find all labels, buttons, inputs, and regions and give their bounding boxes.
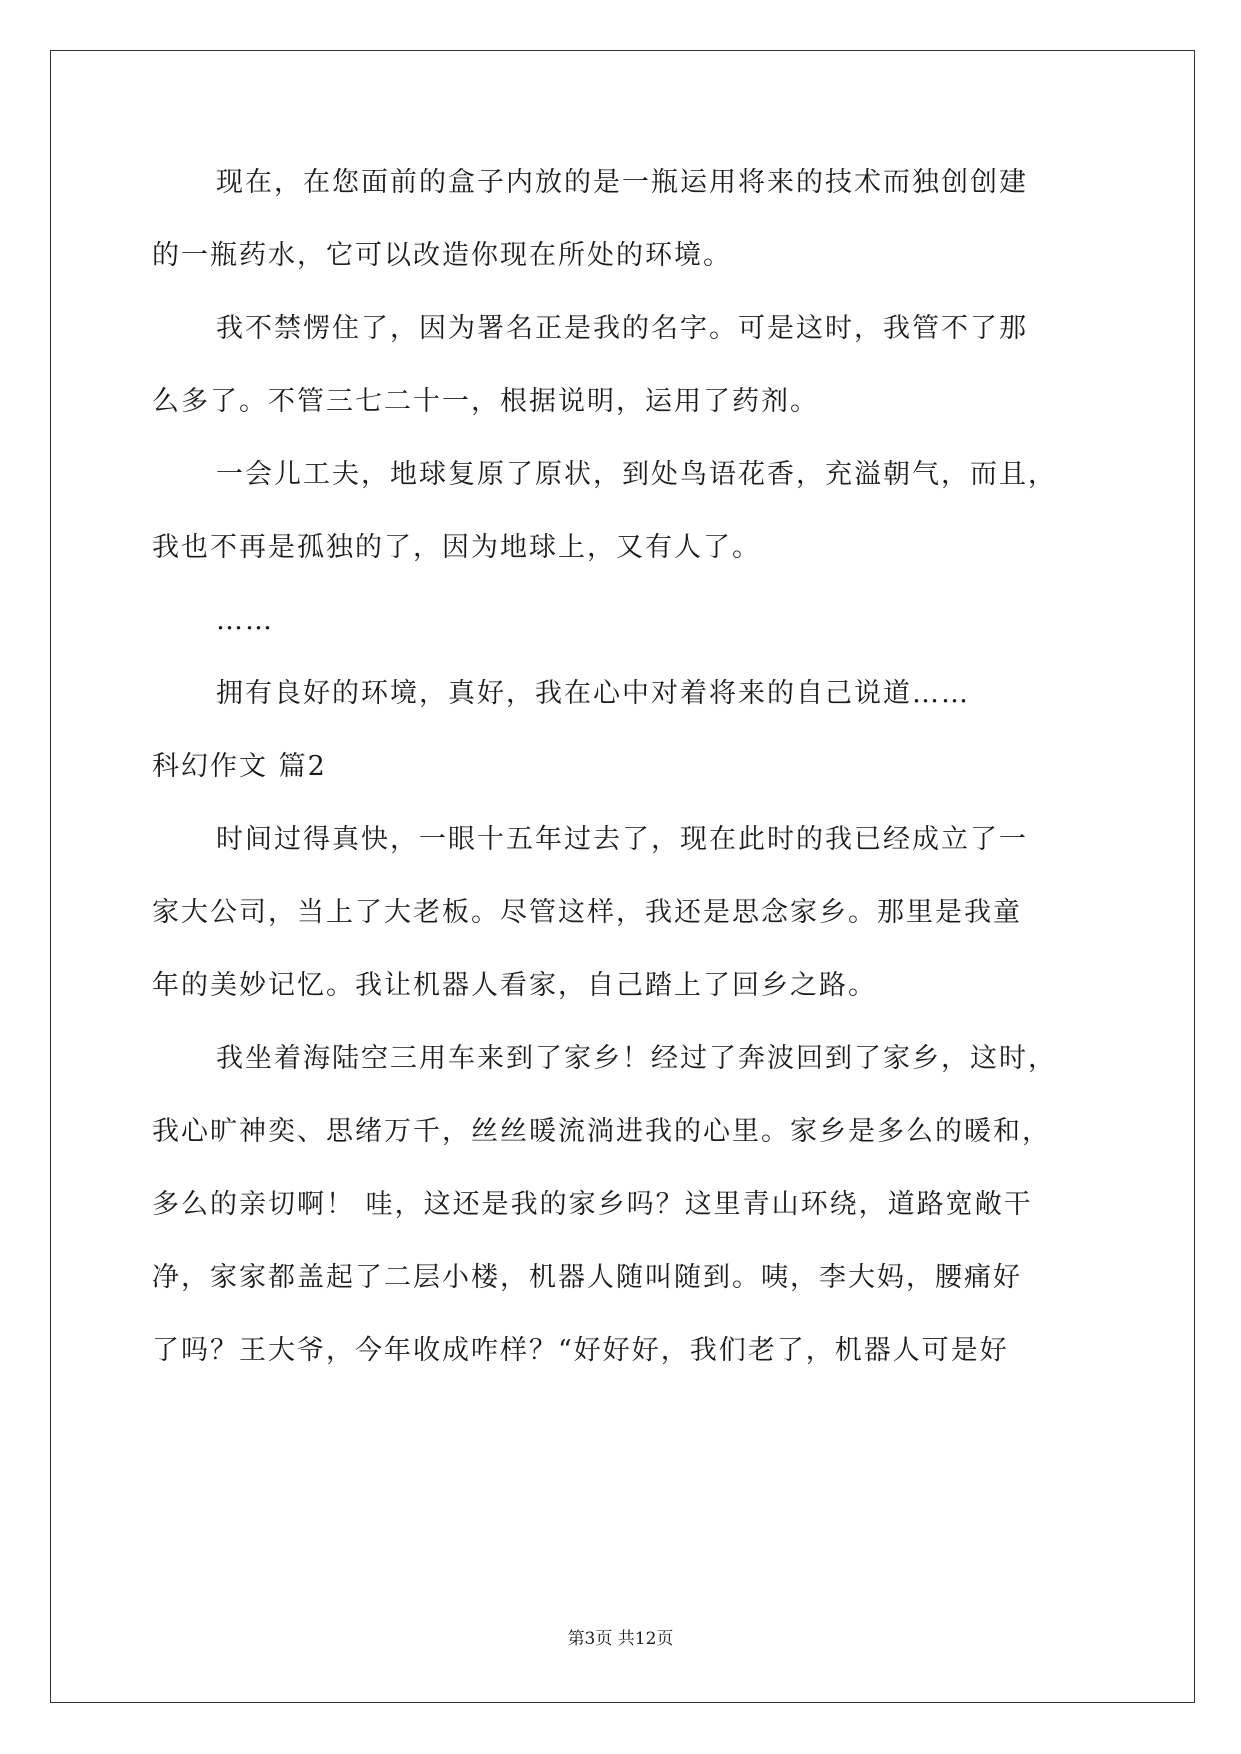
paragraph-line: 了吗？王大爷，今年收成咋样？“好好好，我们老了，机器人可是好: [152, 1335, 1009, 1366]
page-number-footer: 第3页 共12页: [567, 1629, 674, 1649]
paragraph-line: 现在，在您面前的盒子内放的是一瓶运用将来的技术而独创创建: [216, 167, 1028, 198]
paragraph-line: 我坐着海陆空三用车来到了家乡！经过了奔波回到了家乡，这时，: [216, 1043, 1057, 1074]
paragraph-line: 时间过得真快，一眼十五年过去了，现在此时的我已经成立了一: [216, 824, 1028, 855]
paragraph-line: 的一瓶药水，它可以改造你现在所处的环境。: [152, 240, 732, 271]
paragraph-line: 一会儿工夫，地球复原了原状，到处鸟语花香，充溢朝气，而且，: [216, 459, 1057, 490]
paragraph-line: 我不禁愣住了，因为署名正是我的名字。可是这时，我管不了那: [216, 313, 1028, 344]
ellipsis-line: ……: [216, 605, 274, 636]
paragraph-line: 拥有良好的环境，真好，我在心中对着将来的自己说道……: [216, 678, 970, 709]
page-border: [50, 50, 1195, 1703]
paragraph-line: 么多了。不管三七二十一，根据说明，运用了药剂。: [152, 386, 819, 417]
paragraph-line: 我心旷神奕、思绪万千，丝丝暖流淌进我的心里。家乡是多么的暖和，: [152, 1116, 1051, 1147]
paragraph-line: 我也不再是孤独的了，因为地球上，又有人了。: [152, 532, 761, 563]
section-heading: 科幻作文 篇2: [152, 751, 327, 782]
paragraph-line: 家大公司，当上了大老板。尽管这样，我还是思念家乡。那里是我童: [152, 897, 1022, 928]
paragraph-line: 年的美妙记忆。我让机器人看家，自己踏上了回乡之路。: [152, 970, 877, 1001]
paragraph-line: 多么的亲切啊！ 哇，这还是我的家乡吗？这里青山环绕，道路宽敞干: [152, 1189, 1033, 1220]
paragraph-line: 净，家家都盖起了二层小楼，机器人随叫随到。咦，李大妈，腰痛好: [152, 1262, 1022, 1293]
